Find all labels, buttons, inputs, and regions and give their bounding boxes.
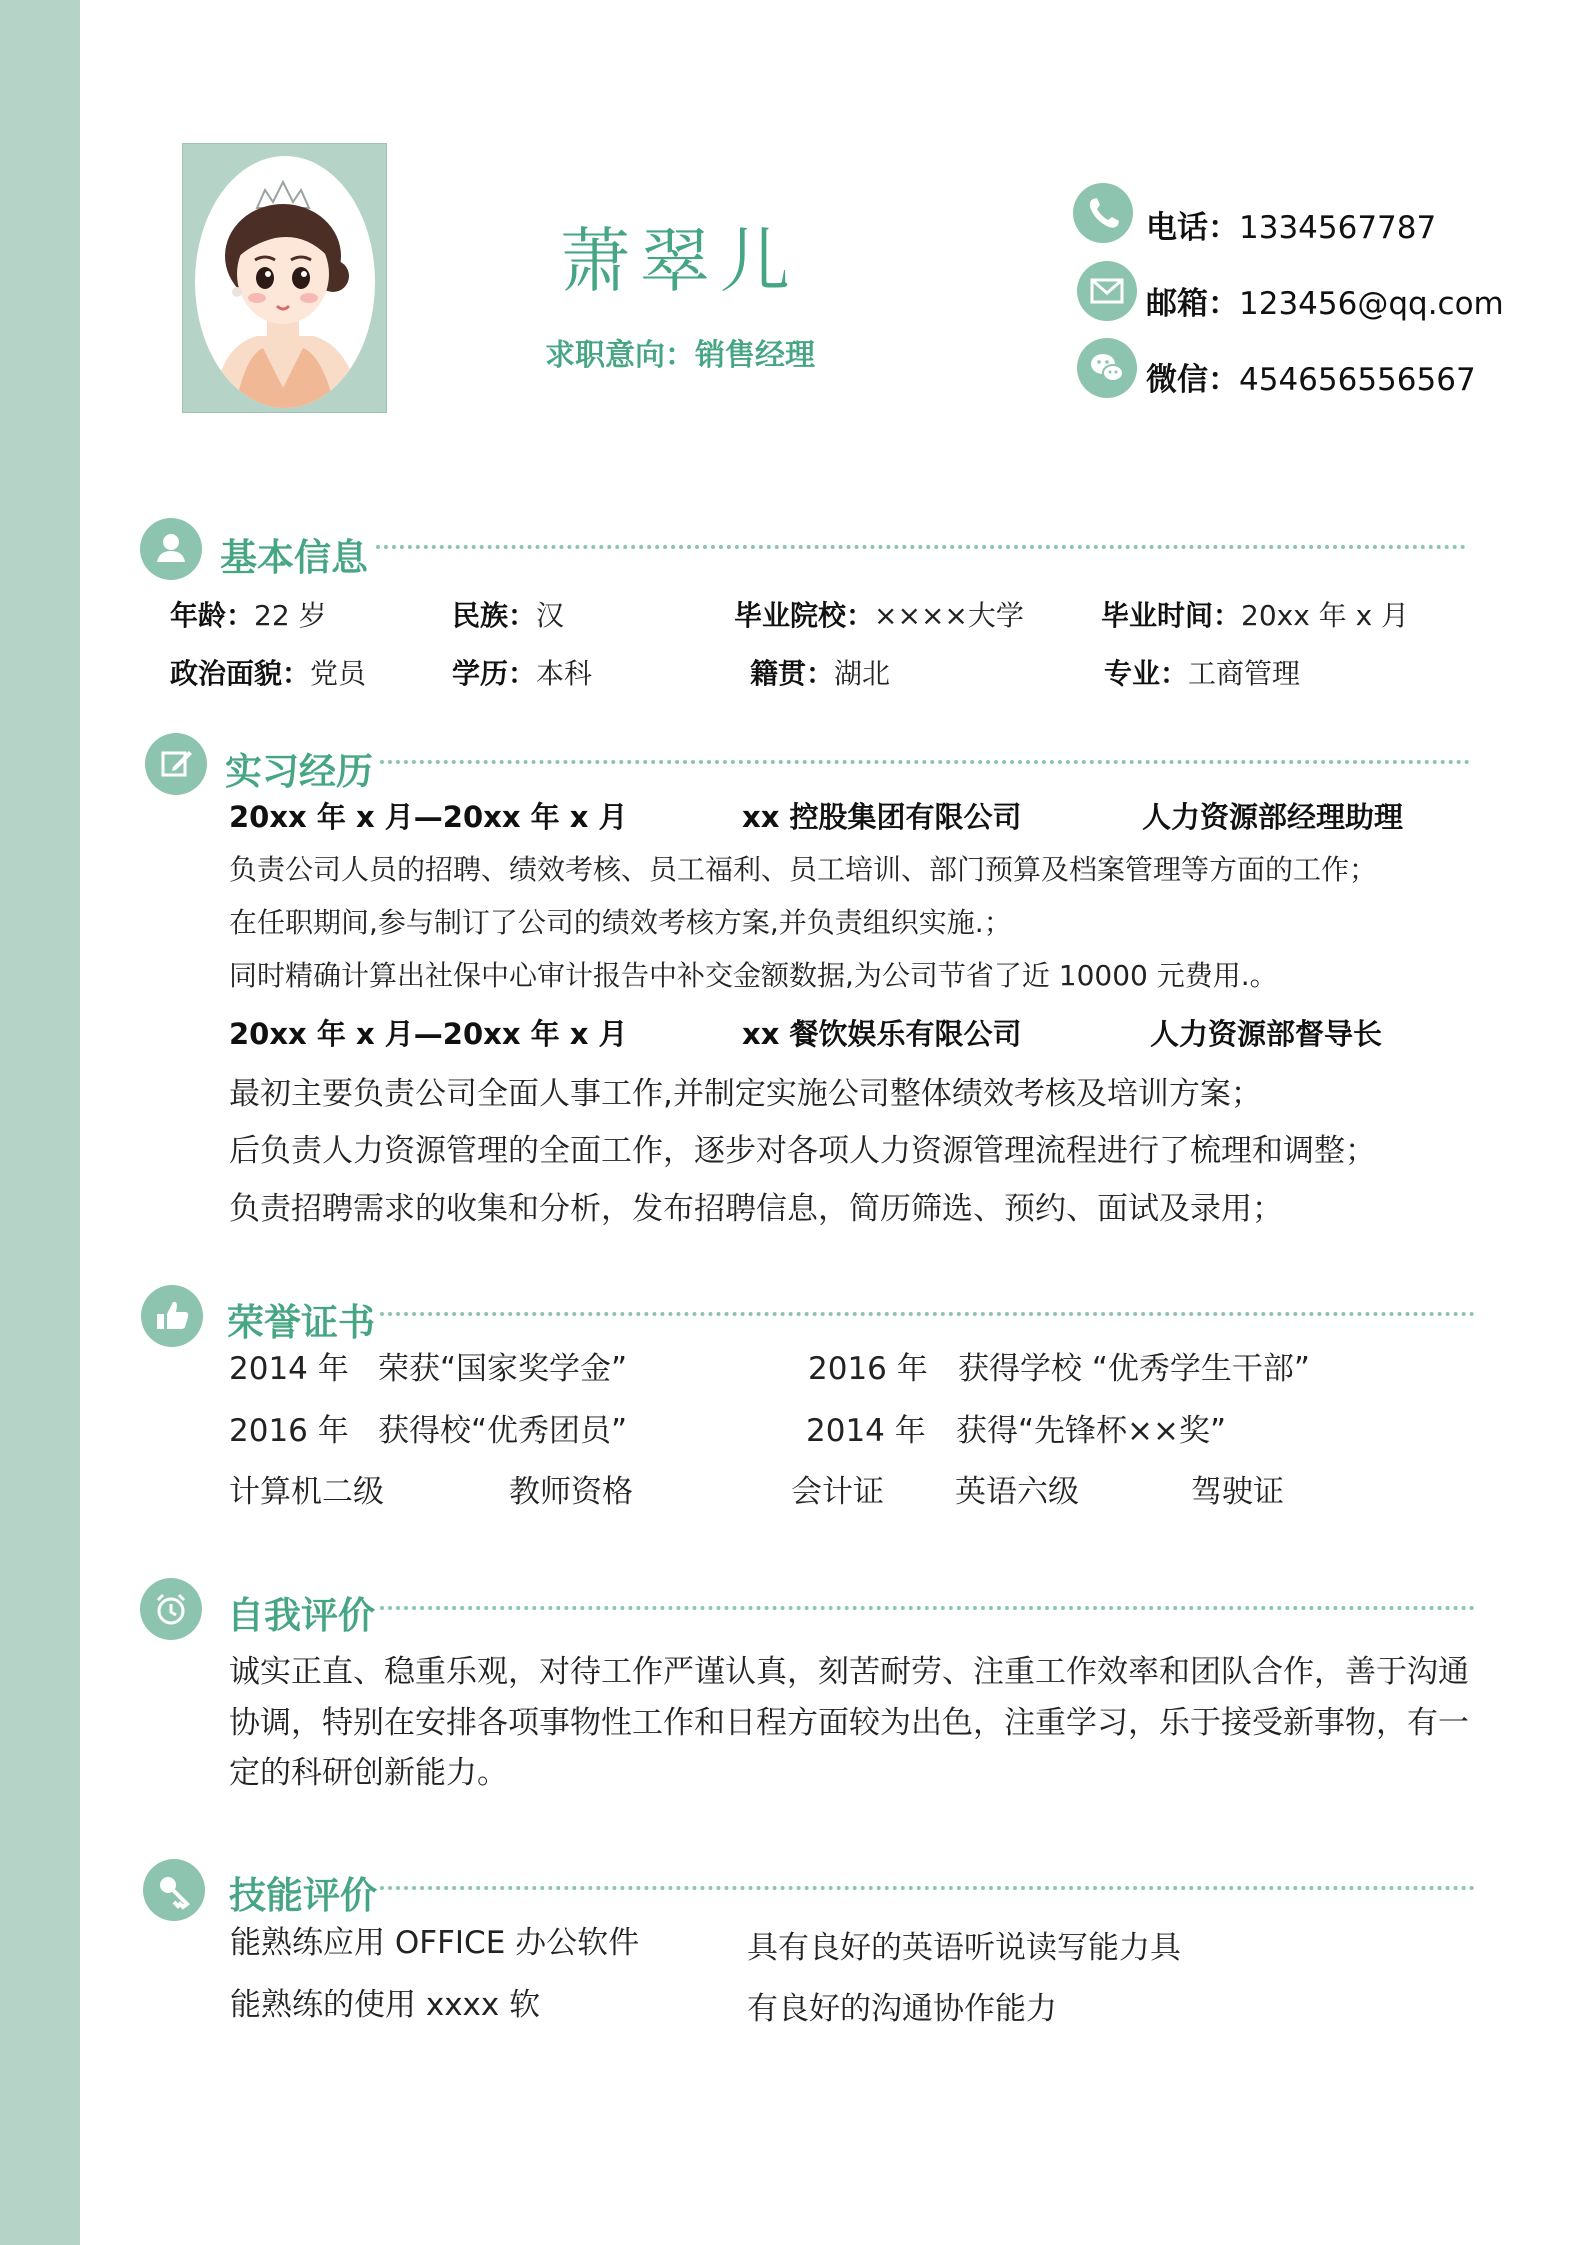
objective-value: 销售经理 — [695, 338, 815, 373]
email-contact — [1146, 278, 1504, 323]
edit-icon — [145, 733, 207, 795]
info-graduation: 毕业时间：20xx 年 x 月 — [1101, 599, 1410, 632]
job-duty-line: 负责招聘需求的收集和分析，发布招聘信息，简历筛选、预约、面试及录用； — [229, 1191, 1283, 1227]
section-divider — [380, 1886, 1475, 1890]
skill-item: 能熟练应用 OFFICE 办公软件 — [230, 1925, 640, 1961]
skill-item: 有良好的沟通协作能力 — [747, 1991, 1057, 2027]
certificate: 英语六级 — [955, 1474, 1079, 1510]
left-accent-bar — [0, 0, 80, 2245]
honors-title: 荣誉证书 — [227, 1301, 375, 1344]
job-company: xx 餐饮娱乐有限公司 — [742, 1017, 1022, 1051]
phone-icon — [1073, 183, 1133, 243]
skills-title: 技能评价 — [229, 1874, 377, 1917]
honor-text: 获得学校 “优秀学生干部” — [958, 1351, 1310, 1387]
job-period: 20xx 年 x 月—20xx 年 x 月 — [229, 1017, 628, 1051]
certificate: 计算机二级 — [229, 1474, 384, 1510]
job-objective — [545, 330, 815, 374]
job-duty-line: 负责公司人员的招聘、绩效考核、员工福利、员工培训、部门预算及档案管理等方面的工作； — [229, 853, 1378, 886]
basic-info-title: 基本信息 — [220, 536, 368, 579]
wechat-contact — [1146, 354, 1476, 399]
avatar-illustration — [195, 156, 375, 408]
honor-year: 2016 年 — [229, 1413, 349, 1449]
phone-contact — [1146, 202, 1436, 247]
wechat-icon — [1077, 338, 1137, 398]
info-hometown: 籍贯：湖北 — [750, 657, 891, 690]
alarm-clock-icon — [140, 1578, 202, 1640]
person-icon — [140, 518, 202, 580]
self-evaluation-line: 诚实正直、稳重乐观，对待工作严谨认真，刻苦耐劳、注重工作效率和团队合作，善于沟通 — [229, 1654, 1469, 1690]
honor-text: 获得“先锋杯××奖” — [956, 1413, 1227, 1449]
job-period: 20xx 年 x 月—20xx 年 x 月 — [229, 800, 628, 834]
job-duty-line: 最初主要负责公司全面人事工作,并制定实施公司整体绩效考核及培训方案； — [229, 1076, 1262, 1112]
honor-year: 2016 年 — [808, 1351, 928, 1387]
thumbs-up-icon — [141, 1285, 203, 1347]
profile-photo — [182, 143, 387, 413]
info-age: 年龄：22 岁 — [170, 599, 327, 632]
candidate-name: 萧翠儿 — [560, 220, 800, 302]
section-divider — [380, 760, 1470, 764]
skill-item: 能熟练的使用 xxxx 软 — [230, 1987, 541, 2023]
section-divider — [380, 1312, 1475, 1316]
job-duty-line: 后负责人力资源管理的全面工作，逐步对各项人力资源管理流程进行了梳理和调整； — [229, 1133, 1376, 1169]
wechat-label: 微信： — [1146, 362, 1239, 398]
info-political-status: 政治面貌：党员 — [170, 657, 367, 690]
section-divider — [376, 545, 1466, 549]
certificate: 驾驶证 — [1191, 1474, 1284, 1510]
job-company: xx 控股集团有限公司 — [742, 800, 1022, 834]
job-role: 人力资源部督导长 — [1150, 1017, 1383, 1051]
job-duty-line: 在任职期间,参与制订了公司的绩效考核方案,并负责组织实施.； — [229, 906, 1012, 939]
honor-text: 获得校“优秀团员” — [378, 1413, 628, 1449]
honor-year: 2014 年 — [806, 1413, 926, 1449]
phone-label: 电话： — [1146, 210, 1239, 246]
self-evaluation-line: 定的科研创新能力。 — [229, 1755, 508, 1791]
self-evaluation-line: 协调，特别在安排各项事物性工作和日程方面较为出色，注重学习，乐于接受新事物，有一 — [229, 1705, 1469, 1741]
phone-value: 1334567787 — [1239, 210, 1437, 246]
info-ethnicity: 民族：汉 — [452, 599, 565, 632]
info-school: 毕业院校：××××大学 — [734, 599, 1024, 632]
certificate: 会计证 — [791, 1474, 884, 1510]
honor-text: 荣获“国家奖学金” — [378, 1351, 628, 1387]
mail-icon — [1077, 261, 1137, 321]
honor-year: 2014 年 — [229, 1351, 349, 1387]
certificate: 教师资格 — [509, 1474, 633, 1510]
internship-title: 实习经历 — [225, 750, 373, 793]
wechat-value: 454656556567 — [1239, 362, 1476, 398]
job-role: 人力资源部经理助理 — [1142, 800, 1404, 834]
skill-item: 具有良好的英语听说读写能力具 — [747, 1930, 1181, 1966]
info-major: 专业：工商管理 — [1104, 657, 1301, 690]
info-education: 学历：本科 — [452, 657, 593, 690]
key-icon — [143, 1859, 205, 1921]
section-divider — [380, 1606, 1475, 1610]
self-evaluation-title: 自我评价 — [227, 1594, 375, 1637]
email-label: 邮箱： — [1146, 286, 1239, 322]
job-duty-line: 同时精确计算出社保中心审计报告中补交金额数据,为公司节省了近 10000 元费用.。 — [229, 959, 1278, 992]
objective-label: 求职意向： — [545, 338, 695, 373]
email-value: 123456@qq.com — [1239, 286, 1504, 322]
